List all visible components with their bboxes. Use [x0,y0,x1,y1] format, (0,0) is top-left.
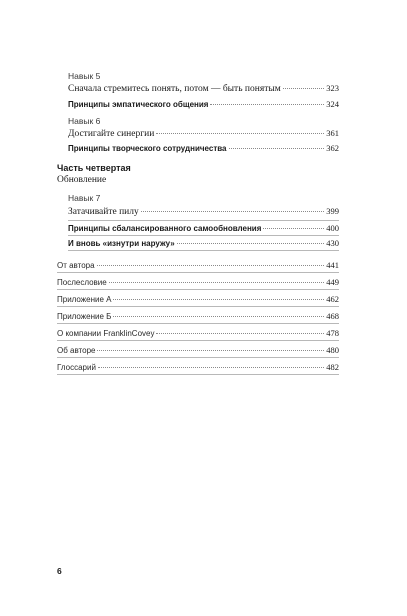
toc-entry-habit5-sub[interactable] [68,99,339,109]
divider [57,374,339,375]
dot-leader [141,211,324,212]
entry-page: 462 [326,294,339,304]
divider [68,235,339,236]
entry-title: Принципы сбалансированного самообновления [68,224,262,233]
habit6-label: Навык 6 [68,116,101,126]
entry-title: Достигайте синергии [68,129,155,139]
dot-leader [97,265,325,266]
entry-page: 449 [326,277,339,287]
entry-page: 482 [326,362,339,372]
entry-page: 400 [326,223,339,233]
divider [57,323,339,324]
dot-leader [98,367,324,368]
toc-entry-habit7-sub2[interactable] [68,238,339,248]
entry-page: 441 [326,260,339,270]
toc-entry-misc[interactable] [57,311,339,321]
divider [57,357,339,358]
dot-leader [156,133,324,134]
dot-leader [113,316,324,317]
dot-leader [283,88,325,89]
entry-title: И вновь «изнутри наружу» [68,239,175,248]
entry-page: 468 [326,311,339,321]
entry-page: 399 [326,206,339,216]
dot-leader [113,299,324,300]
dot-leader [177,243,325,244]
toc-entry-habit5-title[interactable] [68,83,339,94]
divider [57,306,339,307]
toc-entry-habit6-sub[interactable] [68,143,339,153]
part-subtitle: Обновление [57,175,107,185]
toc-entry-habit7-sub1[interactable] [68,223,339,233]
page-number: 6 [57,566,62,576]
divider [57,340,339,341]
dot-leader [97,350,324,351]
toc-entry-misc[interactable] [57,277,339,287]
dot-leader [263,228,324,229]
entry-title: Послесловие [57,278,107,287]
divider [68,250,339,251]
entry-title: О компании FranklinCovey [57,329,155,338]
dot-leader [109,282,325,283]
entry-title: Приложение А [57,295,112,304]
part-title: Часть четвертая [57,163,131,173]
toc-entry-misc[interactable] [57,294,339,304]
toc-entry-misc[interactable] [57,328,339,338]
entry-title: Принципы творческого сотрудничества [68,144,227,153]
dot-leader [229,148,325,149]
entry-title: Приложение Б [57,312,112,321]
divider [57,272,339,273]
entry-page: 430 [326,238,339,248]
dot-leader [210,104,324,105]
entry-page: 361 [326,128,339,138]
divider [68,220,339,221]
entry-title: Принципы эмпатического общения [68,100,209,109]
entry-title: Глоссарий [57,363,96,372]
entry-page: 362 [326,143,339,153]
habit5-label: Навык 5 [68,71,101,81]
entry-page: 324 [326,99,339,109]
entry-title: Об авторе [57,346,96,355]
habit7-label: Навык 7 [68,193,101,203]
toc-entry-misc[interactable] [57,362,339,372]
entry-title: Затачивайте пилу [68,207,139,217]
dot-leader [156,333,324,334]
toc-entry-habit7-title[interactable] [68,206,339,217]
toc-entry-misc[interactable] [57,260,339,270]
entry-title: Сначала стремитесь понять, потом — быть понятым [68,84,281,94]
toc-entry-misc[interactable] [57,345,339,355]
entry-page: 478 [326,328,339,338]
entry-page: 480 [326,345,339,355]
entry-title: От автора [57,261,95,270]
divider [57,289,339,290]
toc-entry-habit6-title[interactable] [68,128,339,139]
entry-page: 323 [326,83,339,93]
